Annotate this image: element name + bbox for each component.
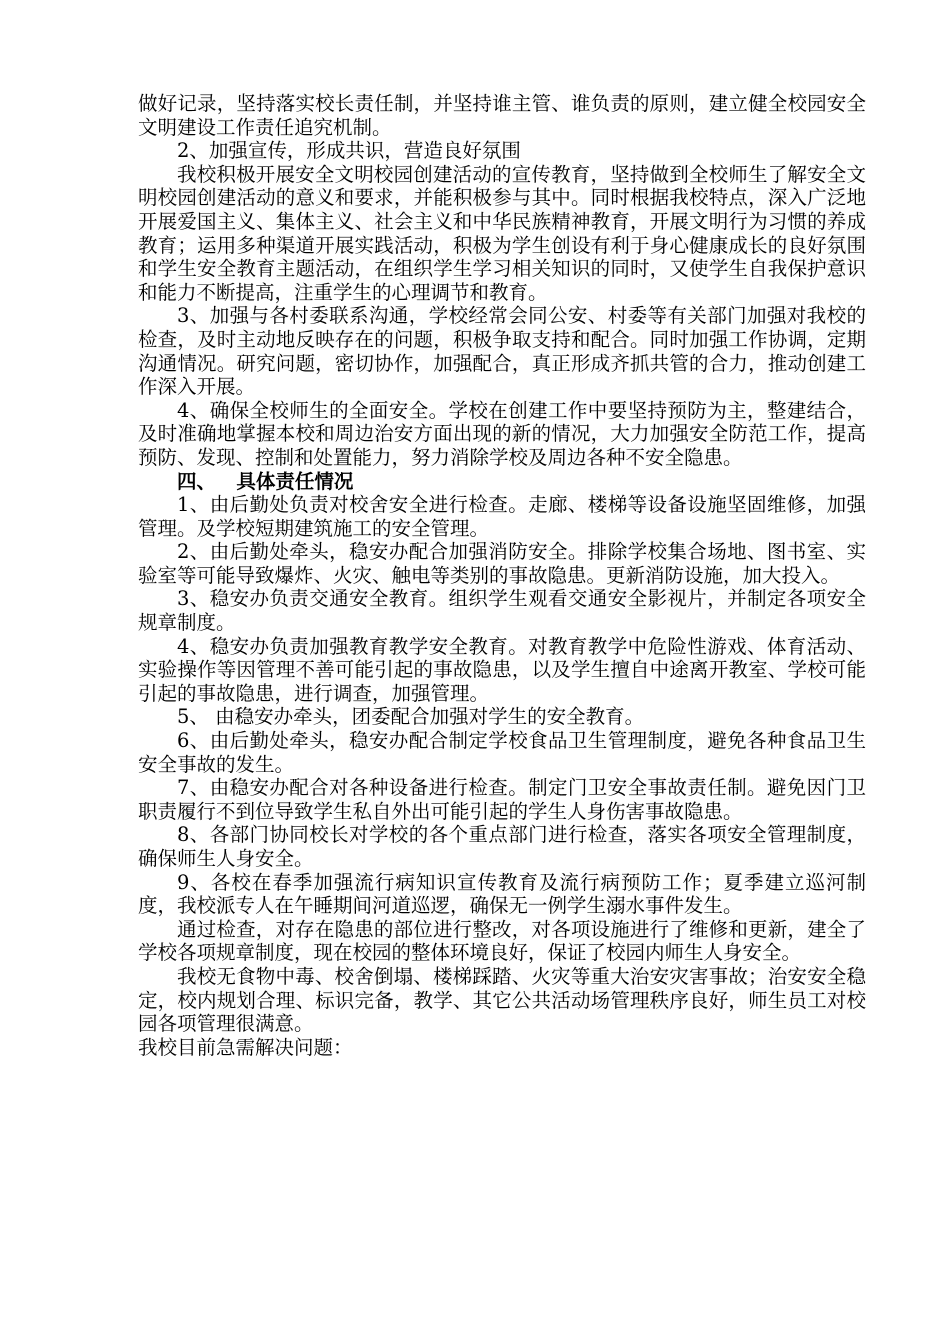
paragraph-safety-status: 我校无食物中毒、校舍倒塌、楼梯踩踏、火灾等重大治安灾害事故；治安安全稳定，校内规划合理、标识完备，教学、其它公共活动场管理秩序良好，师生员工对校园各项管理很满意。 <box>138 964 866 1036</box>
document-body <box>138 92 866 1059</box>
paragraph-item-4: 4、确保全校师生的全面安全。学校在创建工作中要坚持预防为主，整建结合，及时准确地掌握本校和周边治安方面出现的新的情况，大力加强安全防范工作，提高预防、发现、控制和处置能力，努力消除学校及周边各种不安全隐患。 <box>138 398 866 469</box>
paragraph-item-2-heading: 2、加强宣传，形成共识，营造良好氛围 <box>177 139 521 163</box>
responsibility-item-3: 3、稳安办负责交通安全教育。组织学生观看交通安全影视片，并制定各项安全规章制度。 <box>138 587 866 635</box>
responsibility-item-7: 7、由稳安办配合对各种设备进行检查。制定门卫安全事故责任制。避免因门卫职责履行不到位导致学生私自外出可能引起的学生人身伤害事故隐患。 <box>138 776 866 823</box>
paragraph-urgent-issues: 我校目前急需解决问题： <box>138 1035 353 1059</box>
responsibility-item-4: 4、稳安办负责加强教育教学安全教育。对教育教学中危险性游戏、体育活动、实验操作等因管理不善可能引起的事故隐患，以及学生擅自中途离开教室、学校可能引起的事故隐患，进行调查，加强管理。 <box>138 634 866 705</box>
responsibility-item-5: 5、 由稳安办牵头，团委配合加强对学生的安全教育。 <box>177 705 645 729</box>
responsibility-item-6: 6、由后勤处牵头，稳安办配合制定学校食品卫生管理制度，避免各种食品卫生安全事故的发生。 <box>138 729 866 776</box>
paragraph-continuation: 做好记录，坚持落实校长责任制，并坚持谁主管、谁负责的原则，建立健全校园安全文明建设工作责任追究机制。 <box>138 92 866 139</box>
paragraph-inspection-result: 通过检查，对存在隐患的部位进行整改，对各项设施进行了维修和更新，建全了学校各项规章制度，现在校园的整体环境良好，保证了校园内师生人身安全。 <box>138 917 866 965</box>
paragraph-publicity: 我校积极开展安全文明校园创建活动的宣传教育，坚持做到全校师生了解安全文明校园创建活动的意义和要求，并能积极参与其中。同时根据我校特点，深入广泛地开展爱国主义、集体主义、社会主义和中华民族精神教育，开展文明行为习惯的养成教育；运用多种渠道开展实践活动，积极为学生创设有利于身心健康成长的良好氛围和学生安全教育主题活动，在组织学生学习相关知识的同时，又使学生自我保护意识和能力不断提高，注重学生的心理调节和教育。 <box>138 162 866 304</box>
paragraph-item-3: 3、加强与各村委联系沟通，学校经常会同公安、村委等有关部门加强对我校的检查，及时主动地反映存在的问题，积极争取支持和配合。同时加强工作协调，定期沟通情况。研究问题，密切协作，加强配合，真正形成齐抓共管的合力，推动创建工作深入开展。 <box>138 304 866 399</box>
section-heading-responsibilities: 四、 具体责任情况 <box>177 469 354 493</box>
responsibility-item-2: 2、由后勤处牵头，稳安办配合加强消防安全。排除学校集合场地、图书室、实验室等可能导致爆炸、火灾、触电等类别的事故隐患。更新消防设施，加大投入。 <box>138 540 866 587</box>
responsibility-item-9: 9、各校在春季加强流行病知识宣传教育及流行病预防工作；夏季建立巡河制度，我校派专人在午睡期间河道巡逻，确保无一例学生溺水事件发生。 <box>138 870 866 918</box>
responsibility-item-1: 1、由后勤处负责对校舍安全进行检查。走廊、楼梯等设备设施坚固维修，加强管理。及学校短期建筑施工的安全管理。 <box>138 493 866 540</box>
responsibility-item-8: 8、各部门协同校长对学校的各个重点部门进行检查，落实各项安全管理制度，确保师生人身安全。 <box>138 823 866 870</box>
